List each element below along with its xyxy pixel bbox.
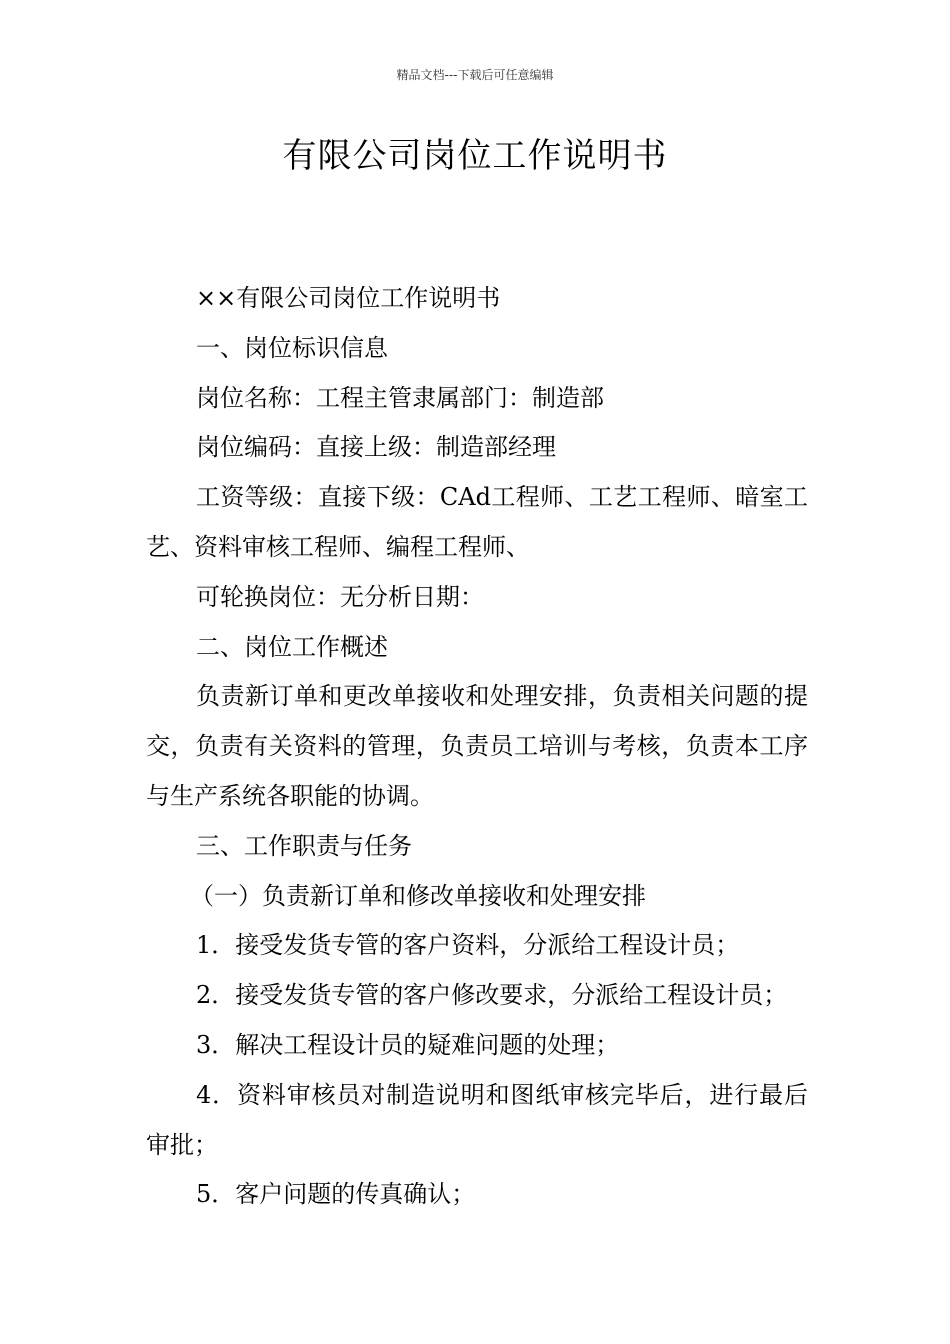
document-title: 有限公司岗位工作说明书: [282, 136, 668, 176]
paragraph-overview: 负责新订单和更改单接收和处理安排，负责相关问题的提交，负责有关资料的管理，负责员工培训与考核，负责本工序与生产系统各职能的协调。: [146, 682, 808, 810]
paragraph-item-1: 1．接受发货专管的客户资料，分派给工程设计员；: [196, 931, 740, 960]
paragraph-item-5: 5．客户问题的传真确认；: [196, 1180, 476, 1209]
paragraph-section-1-heading: 一、岗位标识信息: [196, 333, 388, 362]
paragraph-item-4: 4．资料审核员对制造说明和图纸审核完毕后，进行最后审批；: [146, 1080, 808, 1159]
paragraph-position-code: 岗位编码：直接上级：制造部经理: [196, 433, 556, 462]
paragraph-salary-grade: 工资等级：直接下级：CAd工程师、工艺工程师、暗室工艺、资料审核工程师、编程工程师、: [146, 483, 808, 561]
paragraph-rotation: 可轮换岗位：无分析日期：: [196, 582, 484, 611]
paragraph-item-2: 2．接受发货专管的客户修改要求，分派给工程设计员；: [196, 981, 788, 1010]
paragraph-position-name: 岗位名称：工程主管隶属部门：制造部: [196, 383, 604, 412]
paragraph-section-3-heading: 三、工作职责与任务: [196, 831, 412, 860]
paragraph-subtitle: ××有限公司岗位工作说明书: [196, 284, 501, 312]
header-note: 精品文档---下载后可任意编辑: [396, 68, 554, 82]
paragraph-item-3: 3．解决工程设计员的疑难问题的处理；: [196, 1030, 620, 1059]
paragraph-subsection-1-heading: （一）负责新订单和修改单接收和处理安排: [190, 881, 646, 910]
paragraph-section-2-heading: 二、岗位工作概述: [196, 632, 388, 661]
document-body: [146, 274, 808, 1220]
